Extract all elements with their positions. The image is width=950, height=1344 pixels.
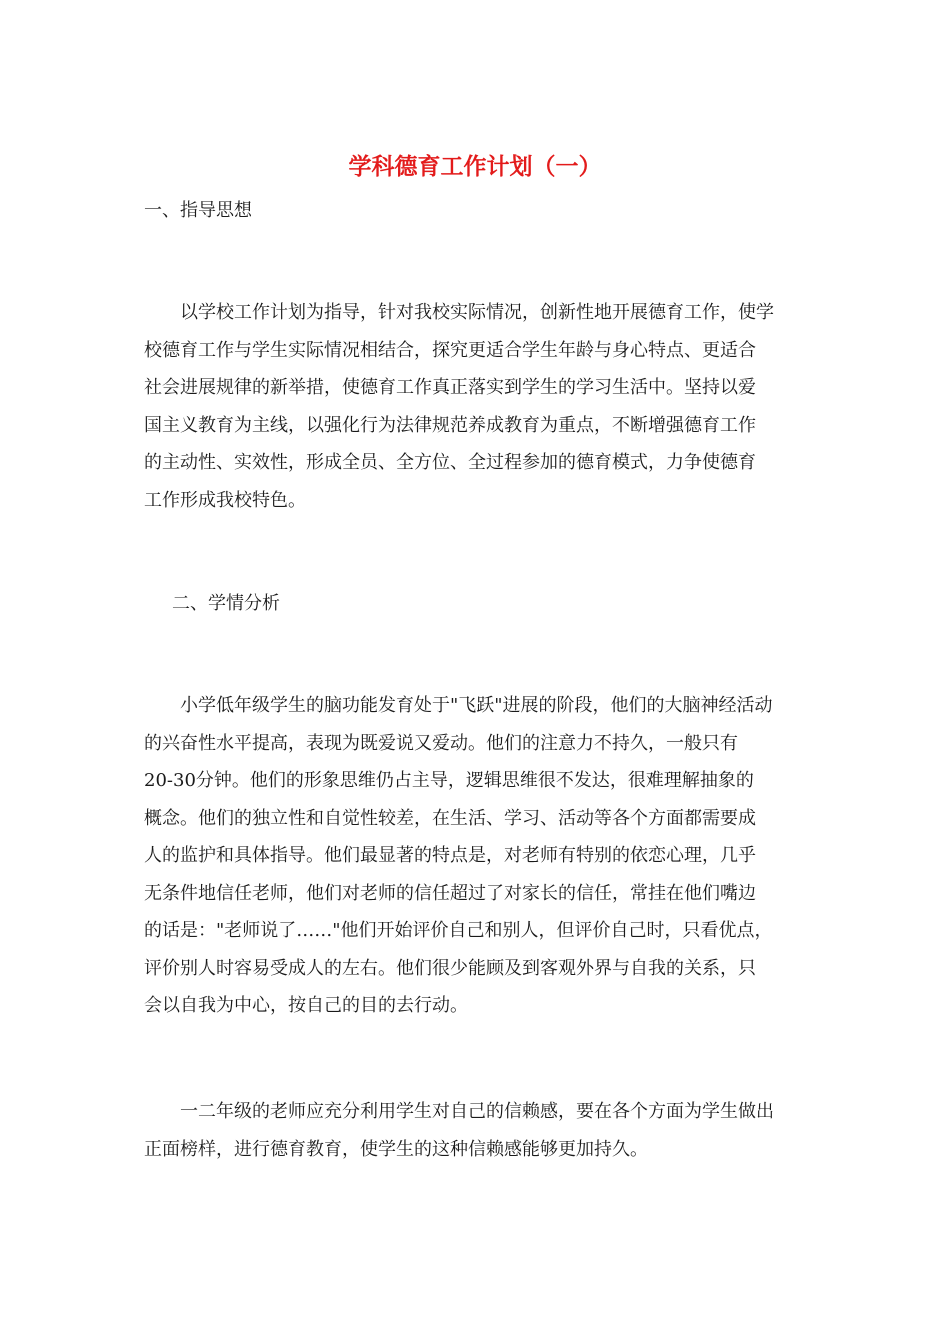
paragraph-line: 正面榜样，进行德育教育，使学生的这种信赖感能够更加持久。	[144, 1138, 648, 1160]
paragraph-line: 无条件地信任老师，他们对老师的信任超过了对家长的信任，常挂在他们嘴边	[144, 882, 756, 904]
paragraph-line: 的兴奋性水平提高，表现为既爱说又爱动。他们的注意力不持久，一般只有	[144, 732, 738, 754]
paragraph-line: 概念。他们的独立性和自觉性较差，在生活、学习、活动等各个方面都需要成	[144, 807, 756, 829]
paragraph-line: 的话是："老师说了……"他们开始评价自己和别人，但评价自己时，只看优点，	[144, 920, 773, 941]
paragraph-teacher-guidance	[144, 1093, 812, 1168]
paragraph-line: 小学低年级学生的脑功能发育处于"飞跃"进展的阶段，他们的大脑神经活动	[144, 695, 773, 716]
document-title: 学科德育工作计划（一）	[348, 154, 602, 180]
paragraph-line: 社会进展规律的新举措，使德育工作真正落实到学生的学习生活中。坚持以爱	[144, 377, 756, 398]
paragraph-line: 20-30分钟。他们的形象思维仍占主导，逻辑思维很不发达，很难理解抽象的	[144, 770, 754, 791]
paragraph-line: 一二年级的老师应充分利用学生对自己的信赖感，要在各个方面为学生做出	[144, 1101, 774, 1122]
paragraph-guiding-thought	[144, 294, 812, 519]
paragraph-student-analysis	[144, 687, 812, 1025]
paragraph-line: 的主动性、实效性，形成全员、全方位、全过程参加的德育模式，力争使德育	[144, 452, 756, 473]
paragraph-line: 校德育工作与学生实际情况相结合，探究更适合学生年龄与身心特点、更适合	[144, 339, 756, 361]
section-heading-student-analysis: 二、学情分析	[172, 593, 280, 614]
paragraph-line: 人的监护和具体指导。他们最显著的特点是，对老师有特别的依恋心理，几乎	[144, 845, 756, 866]
paragraph-line: 工作形成我校特色。	[144, 489, 306, 511]
paragraph-line: 会以自我为中心，按自己的目的去行动。	[144, 995, 468, 1016]
paragraph-line: 国主义教育为主线，以强化行为法律规范养成教育为重点，不断增强德育工作	[144, 414, 756, 436]
paragraph-line: 评价别人时容易受成人的左右。他们很少能顾及到客观外界与自我的关系，只	[144, 957, 756, 979]
paragraph-line: 以学校工作计划为指导，针对我校实际情况，创新性地开展德育工作，使学	[144, 302, 774, 323]
section-heading-guiding-thought: 一、指导思想	[144, 200, 252, 221]
